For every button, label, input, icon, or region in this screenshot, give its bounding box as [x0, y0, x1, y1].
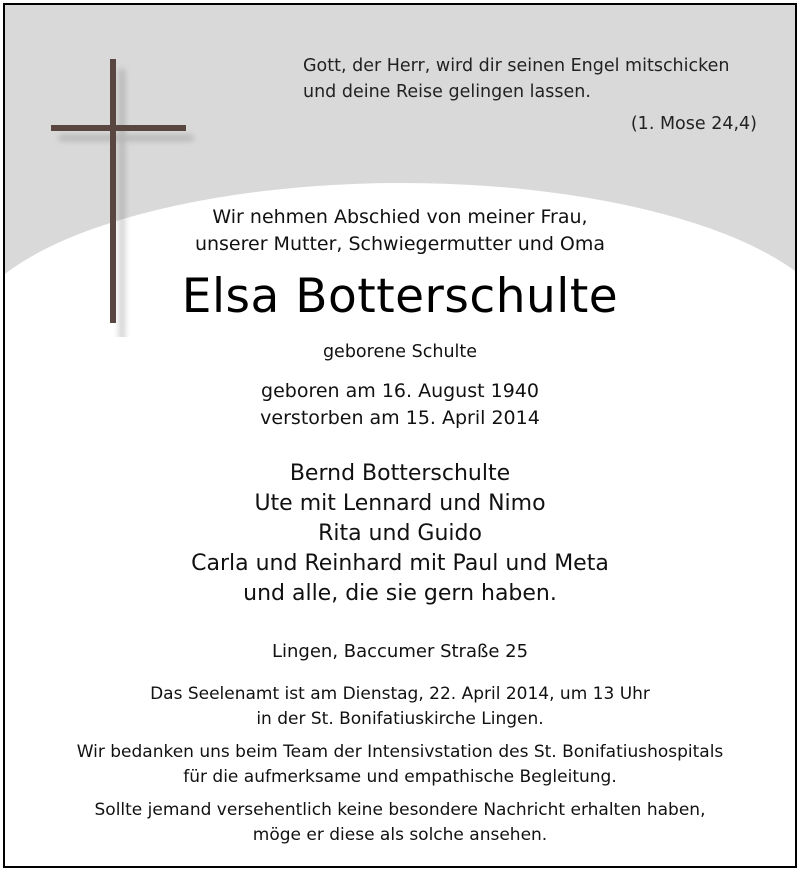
mourner-item: Carla und Reinhard mit Paul und Meta [191, 551, 609, 576]
verse-line-1: Gott, der Herr, wird dir seinen Engel mitschicken [303, 56, 730, 76]
requiem-line-1: Das Seelenamt ist am Dienstag, 22. April 2014, um 13 Uhr [150, 684, 650, 704]
obituary-card [3, 3, 797, 868]
address: Lingen, Baccumer Straße 25 [271, 641, 529, 662]
thanks-line-2: für die aufmerksame und empathische Begleitung. [183, 767, 617, 787]
mourner-item: und alle, die sie gern haben. [243, 581, 557, 606]
verse-line-2: und deine Reise gelingen lassen. [303, 82, 591, 102]
intro-line-2: unserer Mutter, Schwiegermutter und Oma [194, 233, 606, 255]
mourner-item: Bernd Botterschulte [289, 461, 511, 486]
deceased-name: Elsa Botterschulte [181, 269, 619, 324]
death-date: verstorben am 15. April 2014 [260, 407, 540, 429]
note-line-1: Sollte jemand versehentlich keine besondere Nachricht erhalten haben, [94, 800, 706, 820]
life-dates [5, 378, 795, 432]
mourner-item: Rita und Guido [318, 521, 482, 546]
birth-date: geboren am 16. August 1940 [261, 380, 539, 402]
bible-verse [303, 53, 763, 137]
thanks-line-1: Wir bedanken uns beim Team der Intensivstation des St. Bonifatiushospitals [76, 742, 724, 762]
intro-line-1: Wir nehmen Abschied von meiner Frau, [212, 206, 588, 228]
intro-text [5, 204, 795, 258]
requiem-line-2: in der St. Bonifatiuskirche Lingen. [256, 709, 544, 729]
mourner-item: Ute mit Lennard und Nimo [254, 491, 546, 516]
notices [5, 682, 795, 848]
verse-reference: (1. Mose 24,4) [630, 114, 757, 134]
maiden-name: geborene Schulte [322, 342, 478, 362]
note-line-2: möge er diese als solche ansehen. [252, 825, 548, 845]
mourners-list [5, 459, 795, 609]
